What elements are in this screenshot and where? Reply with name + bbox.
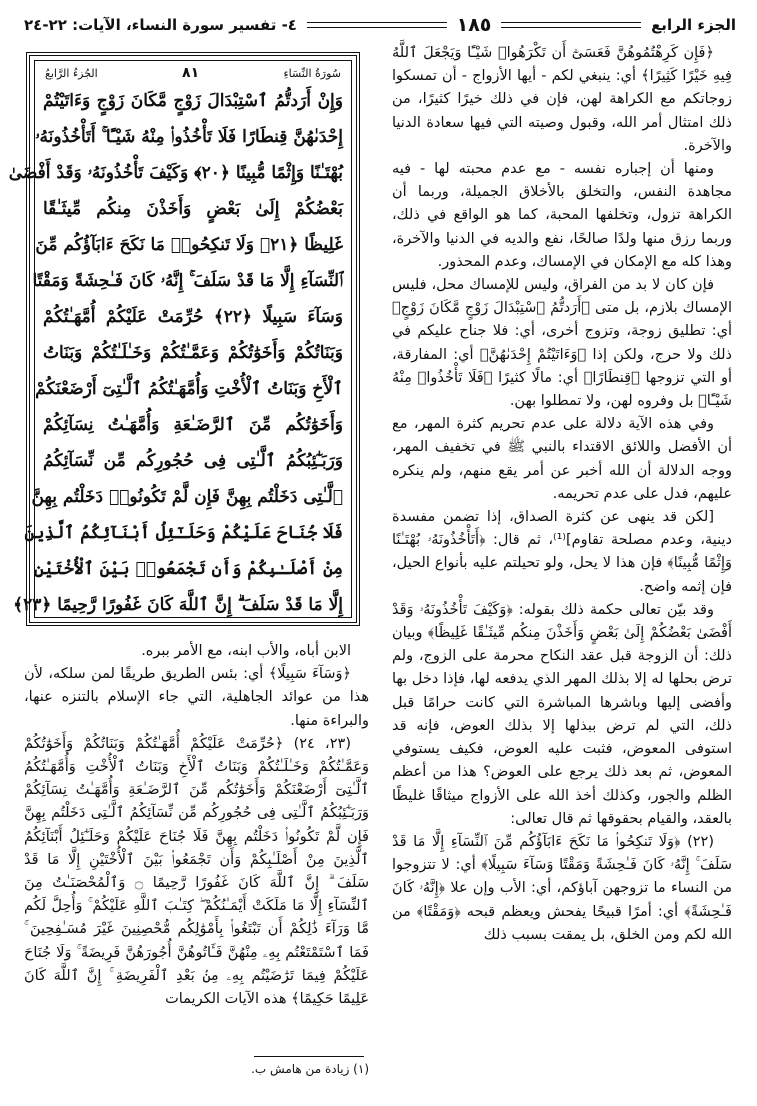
page-header bbox=[24, 10, 736, 40]
paragraph: [لكن قد ينهى عن كثرة الصداق، إذا تضمن مفسدة دينية، وعدم مصلحة تقاوم]⁽¹⁾، ثم قال: ﴿أَتَأْخُذُونَهُۥ بُهْتَـٰنًا وَإِثْمًا مُّبِينًا﴾ فإن هذا لا يحل، ولو تحيلتم عليه بأنواع الحيل، فإن إثمه واضح. bbox=[392, 509, 733, 595]
mushaf-page-number: ٨١ bbox=[182, 65, 200, 81]
quran-line: بُهْتَـٰنًا وَإِثْمًا مُّبِينًا ﴿٢٠﴾ وَكَيْفَ تَأْخُذُونَهُۥ وَقَدْ أَفْضَىٰ bbox=[8, 163, 343, 183]
quran-line: إِلَّا مَا قَدْ سَلَفَ ۗ إِنَّ ٱللَّهَ كَانَ غَفُورًا رَّحِيمًا ﴿٢٣﴾ bbox=[13, 595, 343, 615]
paragraph: (٢٣، ٢٤) ﴿حُرِّمَتْ عَلَيْكُمْ أُمَّهَـٰتُكُمْ وَبَنَاتُكُمْ وَأَخَوَٰتُكُمْ وَعَمَّـٰتُكُمْ وَخَـٰلَـٰتُكُمْ وَبَنَاتُ ٱلْأَخِ وَبَنَاتُ ٱلْأُخْتِ وَأُمَّهَـٰتُكُمُ ٱلَّـٰتِىٓ أَرْضَعْنَكُمْ وَأَخَوَٰتُكُم مِّنَ ٱلرَّضَـٰعَةِ وَأُمَّهَـٰتُ نِسَآئِكُمْ وَرَبَـٰٓئِبُكُمُ ٱلَّـٰتِى فِى حُجُورِكُم مِّن نِّسَآئِكُمُ ٱلَّـٰتِى دَخَلْتُم بِهِنَّ فَإِن لَّمْ تَكُونُوا۟ دَخَلْتُم بِهِنَّ فَلَا جُنَاحَ عَلَيْكُمْ وَحَلَـٰٓئِلُ أَبْنَآئِكُمُ ٱلَّذِينَ مِنْ أَصْلَـٰبِكُمْ وَأَن تَجْمَعُوا۟ بَيْنَ ٱلْأُخْتَيْنِ إِلَّا مَا قَدْ سَلَفَ ۗ إِنَّ ٱللَّهَ كَانَ غَفُورًا رَّحِيمًا ۝ وَٱلْمُحْصَنَـٰتُ مِنَ ٱلنِّسَآءِ إِلَّا مَا مَلَكَتْ أَيْمَـٰنُكُمْ ۖ كِتَـٰبَ ٱللَّهِ عَلَيْكُمْ ۚ وَأُحِلَّ لَكُم مَّا وَرَآءَ ذَٰلِكُمْ أَن تَبْتَغُوا۟ بِأَمْوَٰلِكُم مُّحْصِنِينَ غَيْرَ مُسَـٰفِحِينَ ۚ فَمَا ٱسْتَمْتَعْتُم بِهِۦ مِنْهُنَّ فَـَٔاتُوهُنَّ أُجُورَهُنَّ فَرِيضَةً ۚ وَلَا جُنَاحَ عَلَيْكُمْ فِيمَا تَرَٰضَيْتُم بِهِۦ مِنۢ بَعْدِ ٱلْفَرِيضَةِ ۚ إِنَّ ٱللَّهَ كَانَ عَلِيمًا حَكِيمًا﴾ هذه الآيات الكريمات bbox=[24, 735, 369, 1008]
quran-line: وَإِنْ أَرَدتُّمُ ٱسْتِبْدَالَ زَوْجٍ مَّكَانَ زَوْجٍ وَءَاتَيْتُمْ bbox=[43, 91, 343, 111]
quran-line: إِحْدَىٰهُنَّ قِنطَارًا فَلَا تَأْخُذُوا۟ مِنْهُ شَيْـًٔا ۚ أَتَأْخُذُونَهُۥ bbox=[35, 127, 343, 147]
mushaf-juz: الجُزءُ الرَّابعُ bbox=[45, 66, 98, 80]
paragraph: وقد بيّن تعالى حكمة ذلك بقوله: ﴿وَكَيْفَ تَأْخُذُونَهُۥ وَقَدْ أَفْضَىٰ بَعْضُكُمْ إِلَىٰ بَعْضٍ وَأَخَذْنَ مِنكُم مِّيثَـٰقًا غَلِيظًا﴾ وبيان ذلك: أن الزوجة قبل عقد النكاح محرمة على الزوج، ولم ترض بحلها له إلا بذلك المهر الذي يدفعه لها، فإذا دخل بها وأفضى إليها وباشرها المباشرة التي كانت حرامًا قبل ذلك، التي لم ترض ببذلها إلا بذلك العوض، فإنه قد استوفى المعوض، فثبت عليه العوض، فكيف يستوفي المعوض، ثم بعد ذلك يرجع على العوض؟ هذا من أعظم الظلم والجور، وكذلك أخذ الله على الأزواج ميثاقًا غليظًا بالعقد، والقيام بحقوقها ثم قال تعالى: bbox=[392, 601, 732, 827]
paragraph: الابن أباه، والأب ابنه، مع الأمر ببره. bbox=[141, 643, 351, 659]
left-column bbox=[24, 640, 369, 1011]
quran-frame bbox=[8, 52, 360, 626]
quran-line: بَعْضُكُمْ إِلَىٰ بَعْضٍ وَأَخَذْنَ مِنكُم مِّيثَـٰقًا bbox=[43, 199, 343, 219]
paragraph: ﴿فَإِن كَرِهْتُمُوهُنَّ فَعَسَىٰٓ أَن تَكْرَهُوا۟ شَيْـًٔا وَيَجْعَلَ ٱللَّهُ فِيهِ خَيْرًا كَثِيرًا﴾ أي: ينبغي لكم - أيها الأزواج - أن تمسكوا زوجاتكم مع الكراهة لهن، فإن في ذلك خيرًا كثيرًا، من ذلك امتثال أمر الله، وقبول وصيته التي فيها سعادة الدنيا والآخرة. bbox=[392, 45, 732, 154]
header-rule-right bbox=[501, 22, 641, 28]
page-number: ١٨٥ bbox=[456, 14, 492, 36]
quran-line: ٱلَّـٰتِى دَخَلْتُم بِهِنَّ فَإِن لَّمْ تَكُونُوا۟ دَخَلْتُم بِهِنَّ bbox=[31, 487, 343, 507]
quran-frame-header bbox=[35, 61, 351, 85]
section-title: ٤- تفسير سورة النساء، الآيات: ٢٢-٢٤ bbox=[24, 16, 297, 34]
quran-line: وَسَآءَ سَبِيلًا ﴿٢٢﴾ حُرِّمَتْ عَلَيْكُمْ أُمَّهَـٰتُكُمْ bbox=[43, 307, 343, 327]
paragraph: ﴿وَسَآءَ سَبِيلًا﴾ أي: بئس الطريق طريقًا لمن سلكه، لأن هذا من عوائد الجاهلية، التي جاء الإسلام بالتنزه عنها، والبراءة منها. bbox=[24, 666, 369, 729]
quran-line: مِنْ أَصْلَـٰبِكُمْ وَأَن تَجْمَعُوا۟ بَيْنَ ٱلْأُخْتَيْنِ bbox=[34, 559, 343, 579]
quran-line: ٱلْأَخِ وَبَنَاتُ ٱلْأُخْتِ وَأُمَّهَـٰتُكُمُ ٱلَّـٰتِىٓ أَرْضَعْنَكُمْ bbox=[35, 379, 343, 399]
quran-line: وَرَبَـٰٓئِبُكُمُ ٱلَّـٰتِى فِى حُجُورِكُم مِّن نِّسَآئِكُمُ bbox=[43, 451, 343, 471]
surah-name: سُورَةُ النِّسَاءِ bbox=[283, 66, 341, 80]
paragraph: فإن كان لا بد من الفراق، وليس للإمساك محل، فليس الإمساك بلازم، بل متى ﴿أَرَدتُّمُ ٱسْتِبْدَالَ زَوْجٍ مَّكَانَ زَوْجٍ﴾ أي: تطليق زوجة، وتزوج أخرى، أي: فلا جناح عليكم في ذلك ولا حرج، ولكن إذا ﴿وَءَاتَيْتُمْ إِحْدَىٰهُنَّ﴾ أي: المفارقة، أو التي تزوجها ﴿قِنطَارًا﴾ أي: مالًا كثيرًا ﴿فَلَا تَأْخُذُوا۟ مِنْهُ شَيْـًٔا﴾ بل وفروه لهن، ولا تمطلوا بهن. bbox=[392, 277, 732, 410]
header-rule-left bbox=[307, 22, 447, 28]
quran-line: ٱلنِّسَآءِ إِلَّا مَا قَدْ سَلَفَ ۚ إِنَّهُۥ كَانَ فَـٰحِشَةً وَمَقْتًا bbox=[32, 271, 343, 291]
quran-line: فَلَا جُنَاحَ عَلَيْكُمْ وَحَلَـٰٓئِلُ أَبْنَآئِكُمُ ٱلَّذِينَ bbox=[24, 523, 343, 543]
right-column bbox=[392, 42, 732, 947]
footnote: (١) زيادة من هامش ب. bbox=[251, 1062, 369, 1076]
juz-label: الجزء الرابع bbox=[651, 16, 736, 34]
quran-line: وَأَخَوَٰتُكُم مِّنَ ٱلرَّضَـٰعَةِ وَأُمَّهَـٰتُ نِسَآئِكُمْ bbox=[43, 415, 343, 435]
paragraph: ومنها أن إجباره نفسه - مع عدم محبته لها - فيه مجاهدة النفس، والتخلق بالأخلاق الجميلة، وربما أن الكراهة تزول، وتخلفها المحبة، كما هو الواقع في ذلك، وربما رزق منها ولدًا صالحًا، نفع والديه في الدنيا والآخرة، وهذا كله مع الإمكان في الإمساك، وعدم المحذور. bbox=[392, 161, 732, 270]
quran-frame-inner bbox=[8, 60, 352, 618]
quran-line: غَلِيظًا ﴿٢١﴾ وَلَا تَنكِحُوا۟ مَا نَكَحَ ءَابَآؤُكُم مِّنَ bbox=[35, 235, 343, 255]
paragraph: (٢٢) ﴿وَلَا تَنكِحُوا۟ مَا نَكَحَ ءَابَآؤُكُم مِّنَ ٱلنِّسَآءِ إِلَّا مَا قَدْ سَلَفَ ۚ إِنَّهُۥ كَانَ فَـٰحِشَةً وَمَقْتًا وَسَآءَ سَبِيلًا﴾ أي: لا تتزوجوا من النساء ما تزوجهن آباؤكم، أي: الأب وإن علا ﴿إِنَّهُۥ كَانَ فَـٰحِشَةً﴾ أي: أمرًا قبيحًا يفحش ويعظم قبحه ﴿وَمَقْتًا﴾ من الله لكم ومن الخلق، بل يمقت بسبب ذلك bbox=[392, 833, 732, 943]
footnote-rule bbox=[254, 1056, 364, 1057]
quran-line: وَبَنَاتُكُمْ وَأَخَوَٰتُكُمْ وَعَمَّـٰتُكُمْ وَخَـٰلَـٰتُكُمْ وَبَنَاتُ bbox=[43, 343, 343, 363]
paragraph: وفي هذه الآية دلالة على عدم تحريم كثرة المهر، مع أن الأفضل واللائق الاقتداء بالنبي ﷺ في تخفيف المهر، ووجه الدلالة أن الله أخبر عن أمر يقع منهم، ولم ينكره عليهم، فدل على عدم تحريمه. bbox=[392, 416, 732, 502]
